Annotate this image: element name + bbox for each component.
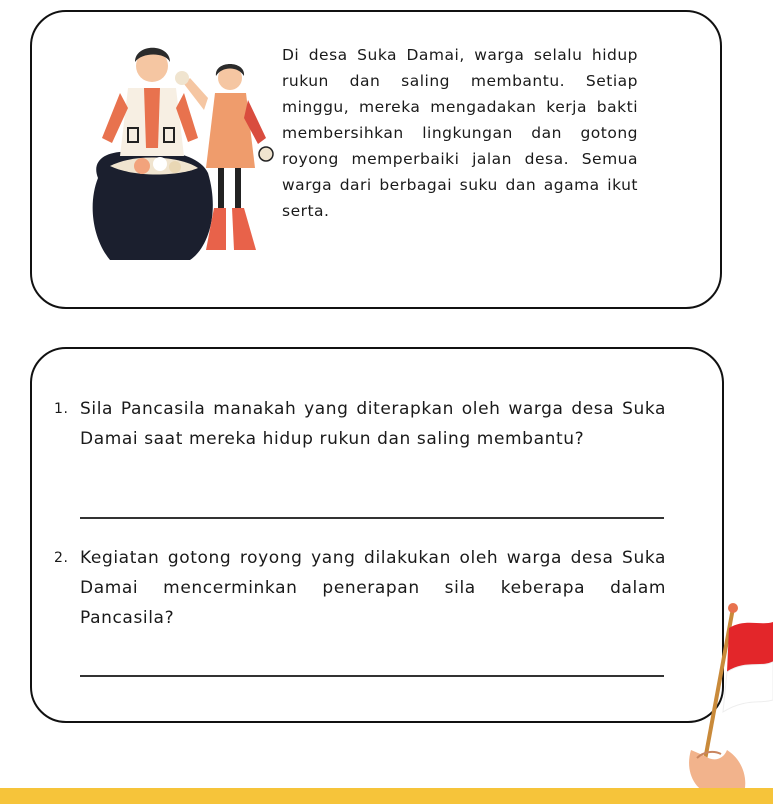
answer-line-2[interactable] bbox=[80, 675, 664, 677]
question-text: Kegiatan gotong royong yang dilakukan oleh warga desa Suka Damai mencerminkan penerapan sila keberapa dalam Pancasila? bbox=[80, 548, 666, 628]
question-number: 1. bbox=[54, 401, 69, 417]
question-2 bbox=[54, 543, 666, 633]
answer-line-1[interactable] bbox=[80, 517, 664, 519]
bottom-strip bbox=[0, 788, 773, 804]
question-text: Sila Pancasila manakah yang diterapkan oleh warga desa Suka Damai saat mereka hidup rukun dan saling membantu? bbox=[80, 399, 666, 449]
volunteers-cleaning-illustration bbox=[80, 38, 310, 268]
question-1 bbox=[54, 394, 666, 454]
question-number: 2. bbox=[54, 550, 69, 566]
indonesian-flag-icon bbox=[683, 600, 773, 800]
story-paragraph: Di desa Suka Damai, warga selalu hidup rukun dan saling membantu. Setiap minggu, mereka mengadakan kerja bakti membersihkan lingkungan dan gotong royong memperbaiki jalan desa. Semua warga dari berbagai suku dan agama ikut serta. bbox=[282, 46, 638, 220]
